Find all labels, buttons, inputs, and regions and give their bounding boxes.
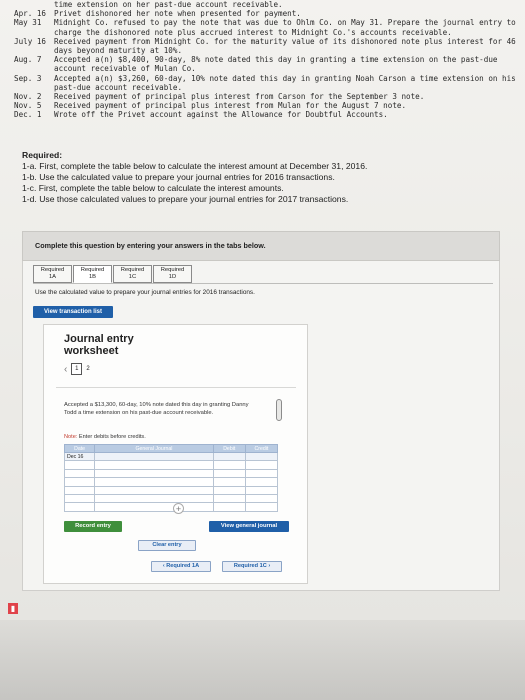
tab-divider xyxy=(33,283,493,284)
credit-cell[interactable] xyxy=(245,478,277,486)
table-row xyxy=(65,469,278,477)
tab-instruction: Use the calculated value to prepare your journal entries for 2016 transactions. xyxy=(35,289,255,296)
required-section xyxy=(22,150,522,205)
tab-required-1d[interactable] xyxy=(153,265,192,283)
account-cell[interactable] xyxy=(95,503,214,511)
journal-entry-worksheet xyxy=(43,324,308,584)
required-item-1d: 1-d. Use those calculated values to prepare your journal entries for 2017 transactions. xyxy=(22,194,349,204)
problem-line xyxy=(14,9,519,18)
page-2-button[interactable]: 2 xyxy=(86,366,90,372)
journal-table xyxy=(64,444,278,512)
chevron-right-icon: › xyxy=(266,563,271,569)
worksheet-title-line1: Journal entry xyxy=(64,333,134,345)
page-1-button[interactable]: 1 xyxy=(71,363,82,375)
problem-line xyxy=(14,37,519,55)
debit-cell[interactable] xyxy=(213,453,245,461)
problem-text-line: Privet dishonored her note when presented for payment. xyxy=(54,9,301,19)
table-row xyxy=(65,503,278,511)
question-panel xyxy=(22,231,500,261)
account-cell[interactable] xyxy=(95,469,214,477)
debit-cell[interactable] xyxy=(213,486,245,494)
view-general-journal-button[interactable]: View general journal xyxy=(209,521,289,532)
problem-line xyxy=(14,110,519,119)
worksheet-note xyxy=(64,434,146,440)
worksheet-title-line2: worksheet xyxy=(64,345,119,357)
required-title: Required: xyxy=(22,150,63,160)
problem-line xyxy=(14,74,519,92)
tab-sublabel: 1D xyxy=(168,274,177,280)
required-item-1a: 1-a. First, complete the table below to calculate the interest amount at December 31, 2016. xyxy=(22,161,368,171)
date-cell[interactable]: Dec 16 xyxy=(65,453,95,461)
credit-cell[interactable] xyxy=(245,503,277,511)
account-cell[interactable] xyxy=(95,461,214,469)
credit-cell[interactable] xyxy=(245,494,277,502)
account-cell[interactable] xyxy=(95,486,214,494)
problem-line xyxy=(14,0,519,9)
panel-title: Complete this question by entering your answers in the tabs below. xyxy=(35,241,266,250)
problem-line xyxy=(14,18,519,36)
tab-sublabel: 1B xyxy=(88,274,97,280)
debit-cell[interactable] xyxy=(213,494,245,502)
date-cell[interactable] xyxy=(65,461,95,469)
date-cell[interactable] xyxy=(65,494,95,502)
problem-text-line: Midnight Co. refused to pay the note that was due to Ohlm Co. on May 31. Prepare the journal entry to charge the dishonored note plus accrued interest to Midnight Co.'s accounts receivable. xyxy=(54,18,516,37)
chevron-left-icon[interactable]: ‹ xyxy=(64,363,68,375)
problem-date: Apr. 16 xyxy=(14,9,47,19)
debit-cell[interactable] xyxy=(213,469,245,477)
problem-text-line: Received payment of principal plus interest from Carson for the September 3 note. xyxy=(54,92,425,102)
date-cell[interactable] xyxy=(65,503,95,511)
app-logo-icon: ▮ xyxy=(8,603,18,614)
answer-card xyxy=(22,261,500,591)
tab-sublabel: 1A xyxy=(48,274,57,280)
problem-date: Dec. 1 xyxy=(14,110,42,120)
date-cell[interactable] xyxy=(65,478,95,486)
problem-line xyxy=(14,101,519,110)
debit-cell[interactable] xyxy=(213,503,245,511)
cursor-crosshair-icon: + xyxy=(173,503,184,514)
required-item-1b: 1-b. Use the calculated value to prepare your journal entries for 2016 transactions. xyxy=(22,172,335,182)
problem-date: Nov. 5 xyxy=(14,101,42,111)
view-transaction-list-button[interactable]: View transaction list xyxy=(33,306,113,318)
next-required-label: Required 1C xyxy=(233,563,267,569)
desk-shadow xyxy=(0,620,525,700)
table-row xyxy=(65,461,278,469)
tab-required-1b[interactable] xyxy=(73,265,112,283)
tab-sublabel: 1C xyxy=(128,274,137,280)
problem-date: May 31 xyxy=(14,18,42,28)
account-cell[interactable] xyxy=(95,453,214,461)
credit-cell[interactable] xyxy=(245,469,277,477)
credit-cell[interactable] xyxy=(245,453,277,461)
problem-text-line: time extension on her past-due account receivable. xyxy=(54,0,283,9)
tab-label: Required xyxy=(80,267,105,273)
col-debit-header: Debit xyxy=(213,445,245,453)
tab-label: Required xyxy=(40,267,65,273)
account-cell[interactable] xyxy=(95,494,214,502)
problem-text-line: Received payment of principal plus interest from Mulan for the August 7 note. xyxy=(54,101,407,111)
note-text: Enter debits before credits. xyxy=(77,434,146,440)
tab-label: Required xyxy=(120,267,145,273)
chevron-left-icon: ‹ xyxy=(162,563,167,569)
problem-date: July 16 xyxy=(14,36,47,46)
col-credit-header: Credit xyxy=(245,445,277,453)
problem-text-line: Accepted a(n) $8,400, 90-day, 8% note dated this day in granting a time extension on the past-due account receivable of Mulan Co. xyxy=(54,55,498,74)
credit-cell[interactable] xyxy=(245,461,277,469)
problem-date: Sep. 3 xyxy=(14,73,42,83)
problem-text-line: Accepted a(n) $3,260, 60-day, 10% note dated this day in granting Noah Carson a time extension on his past-due account receivable. xyxy=(54,73,516,92)
description-scrollbar[interactable] xyxy=(276,399,282,421)
tab-required-1a[interactable] xyxy=(33,265,72,283)
prev-required-button[interactable] xyxy=(151,561,211,572)
problem-text-line: Wrote off the Privet account against the Allowance for Doubtful Accounts. xyxy=(54,110,388,120)
problem-text xyxy=(14,0,519,120)
problem-date: Aug. 7 xyxy=(14,55,42,65)
problem-date: Nov. 2 xyxy=(14,92,42,102)
col-journal-header: General Journal xyxy=(95,445,214,453)
credit-cell[interactable] xyxy=(245,486,277,494)
table-row xyxy=(65,486,278,494)
debit-cell[interactable] xyxy=(213,461,245,469)
col-date-header: Date xyxy=(65,445,95,453)
table-row xyxy=(65,453,278,461)
tab-required-1c[interactable] xyxy=(113,265,152,283)
table-row xyxy=(65,494,278,502)
worksheet-title xyxy=(64,333,134,357)
worksheet-divider xyxy=(56,387,296,388)
problem-line xyxy=(14,92,519,101)
problem-line xyxy=(14,55,519,73)
record-entry-button[interactable]: Record entry xyxy=(64,521,122,532)
prev-required-label: Required 1A xyxy=(166,563,200,569)
worksheet-pager xyxy=(64,363,90,375)
required-tabs xyxy=(33,265,193,283)
clear-entry-button[interactable]: Clear entry xyxy=(138,540,196,551)
required-item-1c: 1-c. First, complete the table below to calculate the interest amounts. xyxy=(22,183,284,193)
note-label: Note: xyxy=(64,434,78,440)
date-cell[interactable] xyxy=(65,469,95,477)
problem-text-line: Received payment from Midnight Co. for the maturity value of its dishonored note plus interest for 46 days beyond maturity at 10%. xyxy=(54,36,516,56)
account-cell[interactable] xyxy=(95,478,214,486)
tab-label: Required xyxy=(160,267,185,273)
transaction-description: Accepted a $13,300, 60-day, 10% note dated this day in granting Danny Todd a time extension on his past-due account receivable. xyxy=(64,402,249,416)
table-row xyxy=(65,478,278,486)
debit-cell[interactable] xyxy=(213,478,245,486)
next-required-button[interactable] xyxy=(222,561,282,572)
date-cell[interactable] xyxy=(65,486,95,494)
